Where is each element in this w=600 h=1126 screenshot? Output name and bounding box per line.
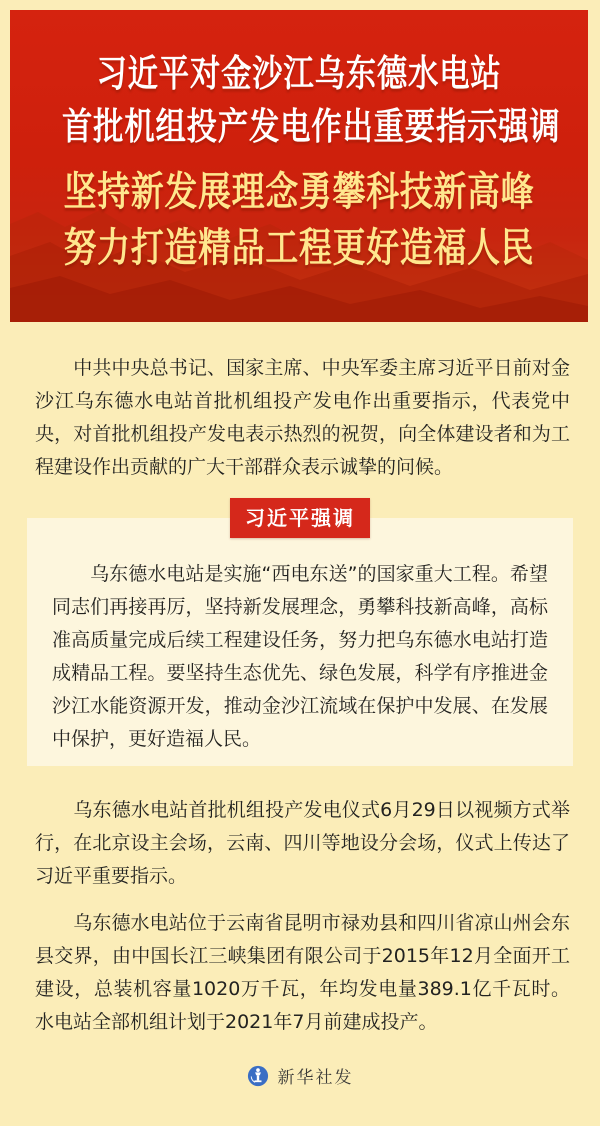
body-paragraph-1: 乌东德水电站首批机组投产发电仪式6月29日以视频方式举行，在北京设主会场，云南、四川等地设分会场，仪式上传达了习近平重要指示。 [35, 799, 570, 887]
quote-box [27, 518, 573, 766]
headline-line-2: 首批机组投产发电作出重要指示强调 [62, 105, 561, 148]
header-banner [10, 10, 588, 322]
headline-line-1: 习近平对金沙江乌东德水电站 [96, 52, 502, 95]
headline-line-3: 坚持新发展理念勇攀科技新高峰 [63, 169, 535, 215]
xinhua-logo-icon [247, 1065, 269, 1087]
body-paragraph-2: 乌东德水电站位于云南省昆明市禄劝县和四川省凉山州会东县交界，由中国长江三峡集团有限公司于2015年12月全面开工建设，总装机容量1020万千瓦，年均发电量389.1亿千瓦时。水电站全部机组计划于2021年7月前建成投产。 [35, 912, 570, 1033]
headline-line-4: 努力打造精品工程更好造福人民 [63, 225, 535, 271]
quote-section [27, 498, 573, 766]
headline-white [10, 10, 588, 153]
credit-text: 新华社发 [277, 1068, 354, 1088]
emphasis-badge: 习近平强调 [230, 498, 370, 538]
intro-paragraph: 中共中央总书记、国家主席、中央军委主席习近平日前对金沙江乌东德水电站首批机组投产发电作出重要指示，代表党中央，对首批机组投产发电表示热烈的祝贺，向全体建设者和为工程建设作出贡献的广大干部群众表示诚挚的问候。 [35, 357, 570, 478]
headline-yellow [10, 164, 588, 276]
quote-paragraph: 乌东德水电站是实施“西电东送”的国家重大工程。希望同志们再接再厉，坚持新发展理念，勇攀科技新高峰，高标准高质量完成后续工程建设任务，努力把乌东德水电站打造成精品工程。要坚持生态优先、绿色发展，科学有序推进金沙江水能资源开发，推动金沙江流域在保护中发展、在发展中保护，更好造福人民。 [52, 563, 548, 750]
footer [0, 1063, 600, 1088]
